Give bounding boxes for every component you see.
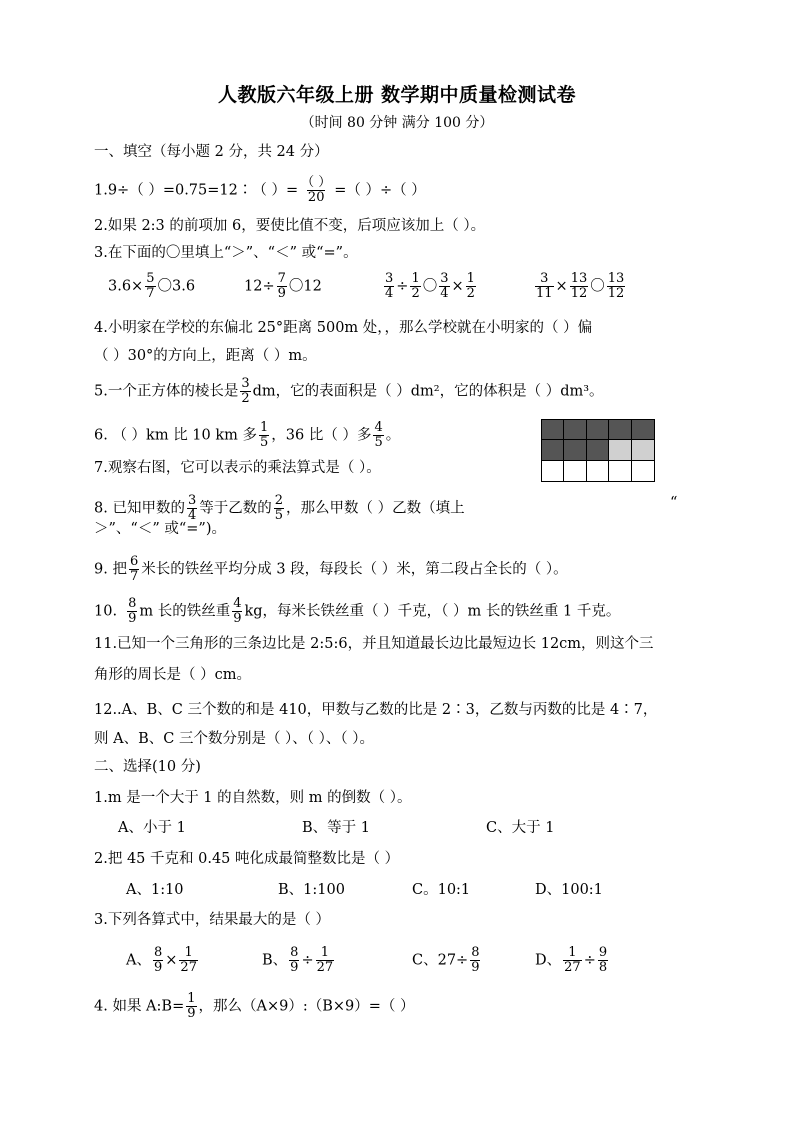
q2-3-option-d: [535, 946, 610, 975]
fraction-denominator: 5: [260, 435, 269, 450]
q5-text-a: 5.一个正方体的棱长是: [94, 383, 239, 400]
fraction-denominator: 9: [153, 960, 163, 975]
q2-3a-fraction-2: [179, 946, 198, 975]
fraction-numerator: （ ）: [301, 175, 332, 190]
q10-text-a: 10.: [94, 603, 118, 620]
grid-figure: [541, 419, 655, 482]
fraction-numerator: 6: [129, 554, 139, 569]
fraction-denominator: 12: [570, 286, 588, 301]
option-label: B、: [262, 952, 288, 969]
q10-fraction-1: [127, 597, 137, 626]
question-1-6: [94, 421, 400, 450]
question-1-9: [94, 555, 568, 584]
q6-text-c: 。: [385, 427, 401, 444]
q3d-fraction-1: [535, 272, 554, 301]
q2-3b-fraction-2: [316, 946, 335, 975]
q8-fraction-1: [187, 494, 197, 523]
q2-3b-fraction-1: [289, 946, 299, 975]
q2-2-option-b: B、1:100: [278, 882, 345, 898]
question-1-11-line2: 角形的周长是（ ）cm。: [94, 667, 251, 683]
grid-cell: [542, 420, 564, 440]
fraction-denominator: 12: [607, 286, 625, 301]
q6-text-b: ，36 比（ ）多: [271, 427, 372, 444]
option-label: A、: [126, 952, 151, 969]
question-1-5: [94, 377, 604, 406]
q2-4-text-b: ，那么（A×9）:（B×9）=（ ）: [198, 998, 415, 1015]
grid-cell: [587, 440, 609, 460]
fraction-denominator: 9: [290, 960, 299, 975]
page-subtitle: （时间 80 分钟 满分 100 分）: [300, 115, 494, 131]
q9-fraction: [129, 555, 139, 584]
q2-4-text-a: 4. 如果 A:B=: [94, 998, 185, 1015]
q3-item-c: [382, 272, 478, 301]
fraction-numerator: 8: [471, 945, 480, 960]
fraction-numerator: 1: [320, 945, 329, 960]
option-label: D、: [535, 952, 562, 969]
fraction-numerator: 4: [233, 596, 242, 611]
q3-item-b: [244, 272, 322, 301]
fraction-numerator: 3: [385, 271, 394, 286]
fraction-denominator: 27: [316, 960, 334, 975]
option-label: C、27÷: [412, 952, 469, 969]
q3b-pre: 12÷: [244, 278, 275, 295]
fraction-numerator: 13: [607, 271, 625, 286]
grid-cell: [564, 420, 586, 440]
question-2-3: 3.下列各算式中，结果最大的是（ ）: [94, 912, 330, 928]
q2-3d-fraction-1: [563, 946, 582, 975]
fraction-denominator: 4: [385, 286, 394, 301]
q8-text-b: 等于乙数的: [199, 500, 272, 517]
fraction-numerator: 1: [466, 271, 475, 286]
question-2-2: 2.把 45 千克和 0.45 吨化成最简整数比是（ ）: [94, 851, 400, 867]
q10-text-b: m 长的铁丝重: [139, 603, 231, 620]
grid-cell: [632, 440, 654, 460]
fraction-numerator: 1: [568, 945, 577, 960]
fraction-numerator: 13: [570, 271, 588, 286]
question-1-8-line1: [94, 494, 465, 523]
q10-text-c: kg，每米长铁丝重（ ）千克，（ ）m 长的铁丝重 1 千克。: [244, 603, 621, 620]
option-operator: ÷: [583, 952, 596, 969]
q3c-fraction-1: [384, 272, 394, 301]
grid-cell: [564, 440, 586, 460]
q3c-op1: ÷: [396, 278, 409, 295]
fraction-denominator: 9: [128, 611, 137, 626]
fraction-numerator: 1: [260, 420, 269, 435]
fraction-denominator: 4: [440, 286, 449, 301]
fraction-numerator: 5: [146, 271, 155, 286]
fraction-numerator: 8: [128, 596, 137, 611]
q8-quote: “: [670, 495, 678, 511]
q3d-op: ×: [555, 278, 568, 295]
option-operator: ×: [165, 952, 178, 969]
section1-heading: 一、填空（每小题 2 分，共 24 分）: [94, 144, 329, 160]
question-1-10: [94, 597, 620, 626]
q8-text-c: ，那么甲数（ ）乙数（填上: [286, 500, 465, 517]
fraction-numerator: 3: [440, 271, 449, 286]
q2-3a-fraction-1: [153, 946, 163, 975]
question-1-12-line1: 12..A、B、C 三个数的和是 410，甲数与乙数的比是 2∶3，乙数与丙数的比是 4∶7，: [94, 702, 658, 718]
grid-cell: [609, 461, 631, 481]
question-1-3: 3.在下面的〇里填上“＞”、“＜” 或“=”。: [94, 245, 358, 261]
fraction-denominator: 9: [471, 960, 480, 975]
fraction-denominator: 7: [129, 569, 139, 584]
q2-1-option-b: B、等于 1: [302, 820, 370, 836]
grid-cell: [564, 461, 586, 481]
q6-fraction-1: [259, 421, 269, 450]
fraction-denominator: 2: [241, 391, 250, 406]
fraction-denominator: 7: [146, 286, 155, 301]
question-2-4: [94, 992, 415, 1021]
q6-fraction-2: [373, 421, 383, 450]
q1-text-a: 1.9÷（ ）=0.75=12∶（ ）=: [94, 182, 299, 199]
question-1-4-line1: 4.小明家在学校的东偏北 25°距离 500m 处，，那么学校就在小明家的（ ）偏: [94, 320, 593, 336]
q2-2-option-c: C。10:1: [412, 882, 471, 898]
q2-1-option-c: C、大于 1: [486, 820, 555, 836]
fraction-denominator: 2: [466, 286, 475, 301]
fraction-numerator: 1: [184, 945, 193, 960]
q2-1-option-a: A、小于 1: [118, 820, 186, 836]
q8-fraction-2: [274, 494, 284, 523]
question-1-11-line1: 11.已知一个三角形的三条边比是 2:5:6，并且知道最长边比最短边长 12cm，则这个三: [94, 636, 654, 652]
fraction-denominator: 9: [233, 611, 242, 626]
q3c-fraction-4: [466, 272, 476, 301]
option-operator: ÷: [301, 952, 314, 969]
q2-2-option-a: A、1:10: [126, 882, 184, 898]
q3-item-d: [533, 272, 627, 301]
q5-fraction: [240, 377, 250, 406]
q3a-pre: 3.6×: [108, 278, 144, 295]
q3-item-a: [108, 272, 195, 301]
fraction-denominator: 27: [180, 960, 197, 975]
grid-cell: [609, 440, 631, 460]
question-1-12-line2: 则 A、B、C 三个数分别是（ ）、（ ）、（ ）。: [94, 731, 375, 747]
question-1-2: 2.如果 2:3 的前项加 6，要使比值不变，后项应该加上（ ）。: [94, 218, 486, 234]
q3d-fraction-2: [570, 272, 589, 301]
fraction-numerator: 4: [374, 420, 383, 435]
fraction-denominator: 9: [187, 1006, 196, 1021]
q8-text-a: 8. 已知甲数的: [94, 500, 185, 517]
q2-3c-fraction: [470, 946, 480, 975]
fraction-numerator: 3: [187, 493, 197, 508]
q3c-fraction-3: [439, 272, 449, 301]
fraction-numerator: 9: [598, 945, 608, 960]
fraction-numerator: 1: [187, 991, 196, 1006]
q9-text-b: 米长的铁丝平均分成 3 段，每段长（ ）米，第二段占全长的（ ）。: [141, 561, 568, 578]
grid-cell: [632, 461, 654, 481]
grid-cell: [542, 461, 564, 481]
q2-4-fraction: [186, 992, 196, 1021]
q2-3-option-c: [412, 946, 482, 975]
q3a-fraction: [145, 272, 155, 301]
grid-cell: [587, 461, 609, 481]
q3a-post: 〇3.6: [157, 278, 196, 295]
q3d-circle: 〇: [590, 278, 605, 295]
grid-cell: [587, 420, 609, 440]
fraction-denominator: 27: [564, 960, 581, 975]
fraction-denominator: 11: [536, 286, 553, 301]
q1-text-b: =（ ）÷（ ）: [334, 182, 426, 199]
fraction-denominator: 2: [411, 286, 420, 301]
q1-fraction: [300, 176, 332, 205]
question-1-1: [94, 176, 426, 205]
q2-3-option-a: [126, 946, 200, 975]
fraction-denominator: 5: [374, 435, 383, 450]
grid-cell: [609, 420, 631, 440]
fraction-numerator: 7: [277, 271, 286, 286]
fraction-numerator: 8: [290, 945, 299, 960]
q9-text-a: 9. 把: [94, 561, 127, 578]
q2-3-option-b: [262, 946, 336, 975]
fraction-denominator: 8: [598, 960, 608, 975]
q5-text-b: dm，它的表面积是（ ）dm²，它的体积是（ ）dm³。: [252, 383, 604, 400]
q3c-circle: 〇: [422, 278, 438, 295]
q2-3d-fraction-2: [598, 946, 608, 975]
q3b-fraction: [277, 272, 287, 301]
grid-cell: [632, 420, 654, 440]
section2-heading: 二、选择(10 分): [94, 759, 201, 775]
q3c-op2: ×: [451, 278, 464, 295]
fraction-numerator: 3: [540, 271, 549, 286]
q6-text-a: 6. （ ）km 比 10 km 多: [94, 427, 258, 444]
q3c-fraction-2: [410, 272, 420, 301]
fraction-denominator: 5: [274, 508, 284, 523]
fraction-numerator: 1: [411, 271, 420, 286]
grid-cell: [542, 440, 564, 460]
fraction-numerator: 8: [153, 945, 163, 960]
fraction-denominator: 4: [187, 508, 197, 523]
q2-2-option-d: D、100:1: [535, 882, 603, 898]
fraction-denominator: 9: [277, 286, 286, 301]
question-1-8-line2: ＞”、“＜” 或“=”)。: [94, 521, 226, 537]
fraction-denominator: 20: [307, 190, 325, 205]
question-1-7: 7.观察右图，它可以表示的乘法算式是（ ）。: [94, 460, 381, 476]
q3d-fraction-3: [607, 272, 626, 301]
q3b-post: 〇12: [288, 278, 322, 295]
fraction-numerator: 2: [274, 493, 284, 508]
question-2-1: 1.m 是一个大于 1 的自然数，则 m 的倒数（ ）。: [94, 790, 412, 806]
question-1-4-line2: （ ）30°的方向上，距离（ ）m。: [94, 348, 317, 364]
page-title: 人教版六年级上册 数学期中质量检测试卷: [217, 84, 577, 106]
q10-fraction-2: [232, 597, 242, 626]
fraction-numerator: 3: [241, 376, 250, 391]
